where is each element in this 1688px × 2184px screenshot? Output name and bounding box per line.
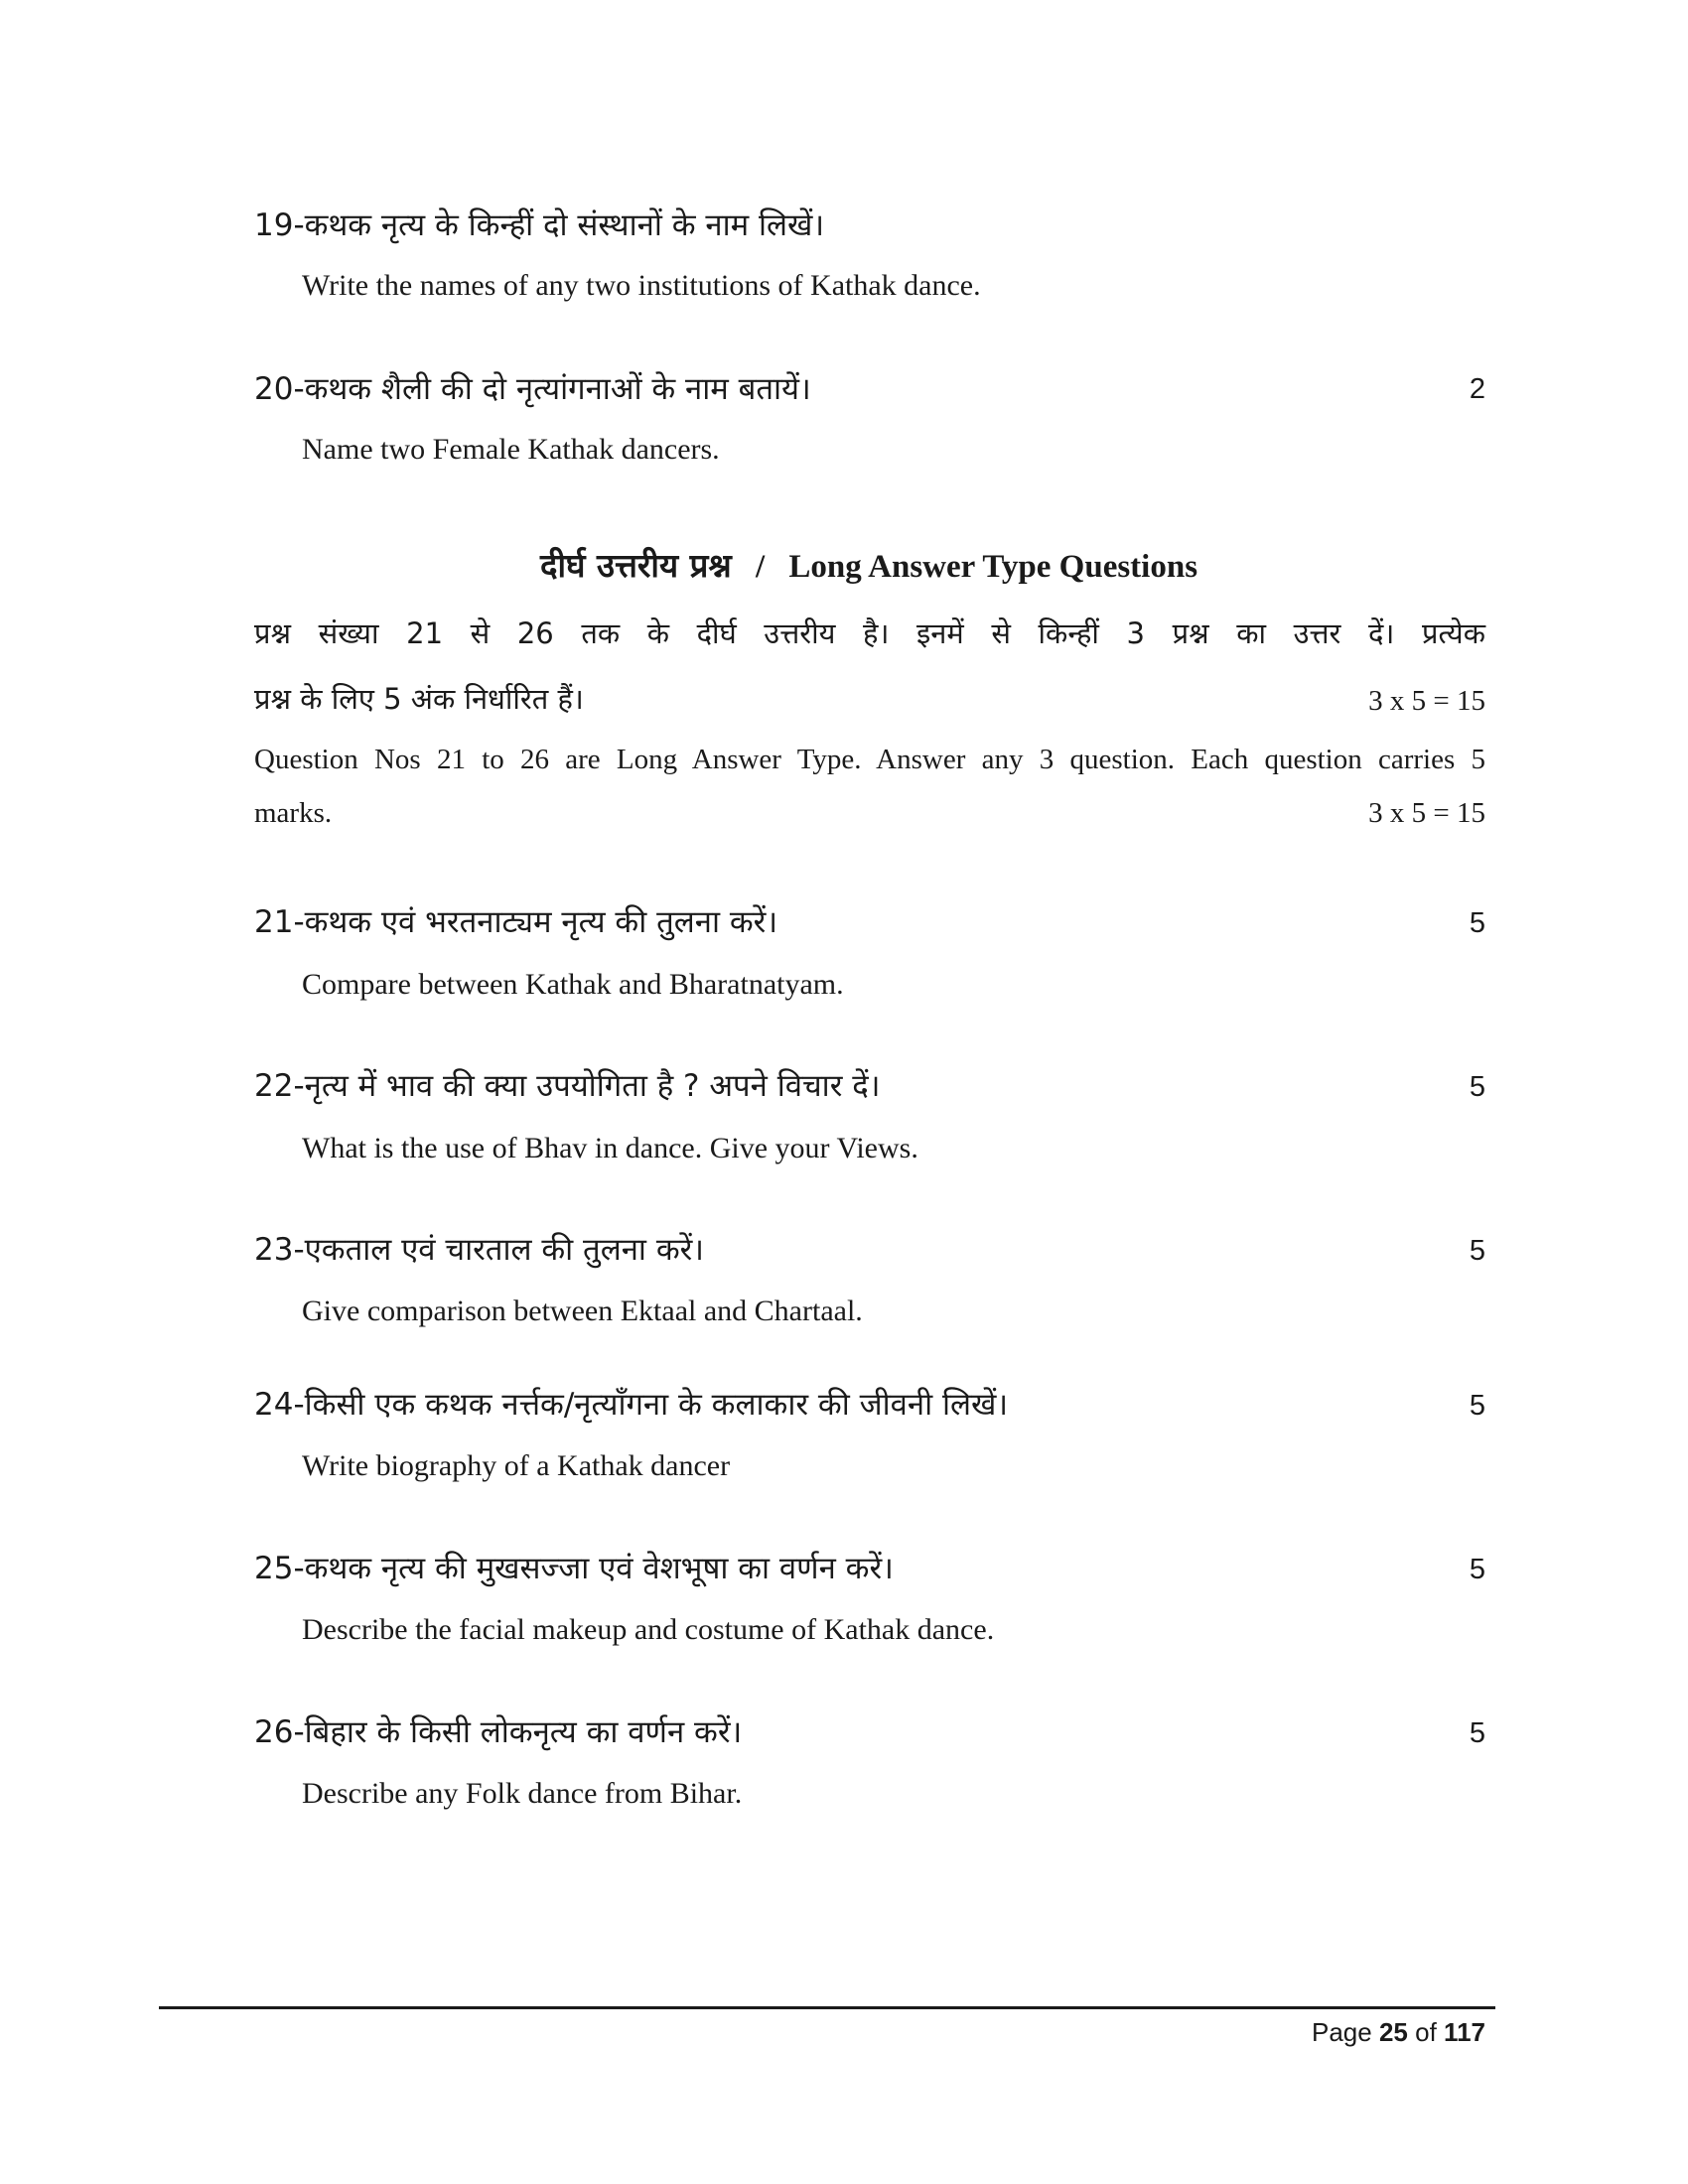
question-hindi: 22-नृत्य में भाव की क्या उपयोगिता है ? अपने विचार दें। (254, 1068, 881, 1104)
question-hindi: 25-कथक नृत्य की मुखसज्जा एवं वेशभूषा का वर्णन करें। (254, 1551, 894, 1586)
question-hindi: 26-बिहार के किसी लोकनृत्य का वर्णन करें। (254, 1714, 743, 1750)
question-hindi: 23-एकताल एवं चारताल की तुलना करें। (254, 1232, 705, 1268)
question-english: Describe any Folk dance from Bihar. (302, 1777, 743, 1810)
question-hindi: 20-कथक शैली की दो नृत्यांगनाओं के नाम बतायें। (254, 371, 811, 407)
question-marks: 5 (1469, 1717, 1485, 1749)
question-marks: 5 (1469, 907, 1485, 939)
section-heading (0, 542, 1688, 587)
question-hindi: 19-कथक नृत्य के किन्हीं दो संस्थानों के नाम लिखें। (254, 207, 825, 243)
question-marks: 5 (1469, 1390, 1485, 1422)
question-english: Write the names of any two institutions of Kathak dance. (302, 269, 981, 302)
page-word: Page (1312, 2017, 1372, 2047)
page-number: 25 (1378, 2017, 1408, 2047)
page-footer (1312, 2017, 1485, 2048)
question-marks: 2 (1469, 373, 1485, 405)
question-marks: 5 (1469, 1071, 1485, 1103)
question-marks: 5 (1469, 1235, 1485, 1267)
question-english: Name two Female Kathak dancers. (302, 433, 720, 466)
question-marks: 5 (1469, 1554, 1485, 1585)
instruction-english-marks: 3 x 5 = 15 (1368, 797, 1485, 829)
question-hindi: 21-कथक एवं भरतनाट्यम नृत्य की तुलना करें। (254, 904, 778, 940)
footer-divider (159, 2006, 1495, 2009)
question-hindi: 24-किसी एक कथक नर्त्तक/नृत्याँगना के कलाकार की जीवनी लिखें। (254, 1387, 1009, 1423)
instruction-hindi-marks: 3 x 5 = 15 (1368, 685, 1485, 717)
question-english: Give comparison between Ektaal and Chartaal. (302, 1295, 863, 1327)
question-english: Write biography of a Kathak dancer (302, 1449, 731, 1482)
instruction-hindi-line1: प्रश्न संख्या 21 से 26 तक के दीर्घ उत्तरीय है। इनमें से किन्हीं 3 प्रश्न का उत्तर दें। प्रत्येक (254, 616, 1485, 650)
question-english: What is the use of Bhav in dance. Give your Views. (302, 1132, 918, 1164)
section-heading-hindi: दीर्घ उत्तरीय प्रश्न (539, 546, 732, 585)
instruction-english-line1: Question Nos 21 to 26 are Long Answer Type. Answer any 3 question. Each question carries 5 (254, 744, 1485, 775)
of-word: of (1415, 2017, 1437, 2047)
instruction-english-line2: marks. (254, 797, 333, 829)
total-pages: 117 (1444, 2017, 1485, 2047)
instruction-hindi-line2: प्रश्न के लिए 5 अंक निर्धारित हैं। (254, 682, 584, 716)
question-english: Describe the facial makeup and costume of Kathak dance. (302, 1613, 995, 1646)
question-english: Compare between Kathak and Bharatnatyam. (302, 968, 844, 1001)
section-heading-english: Long Answer Type Questions (788, 549, 1198, 585)
section-heading-separator: / (755, 549, 766, 585)
